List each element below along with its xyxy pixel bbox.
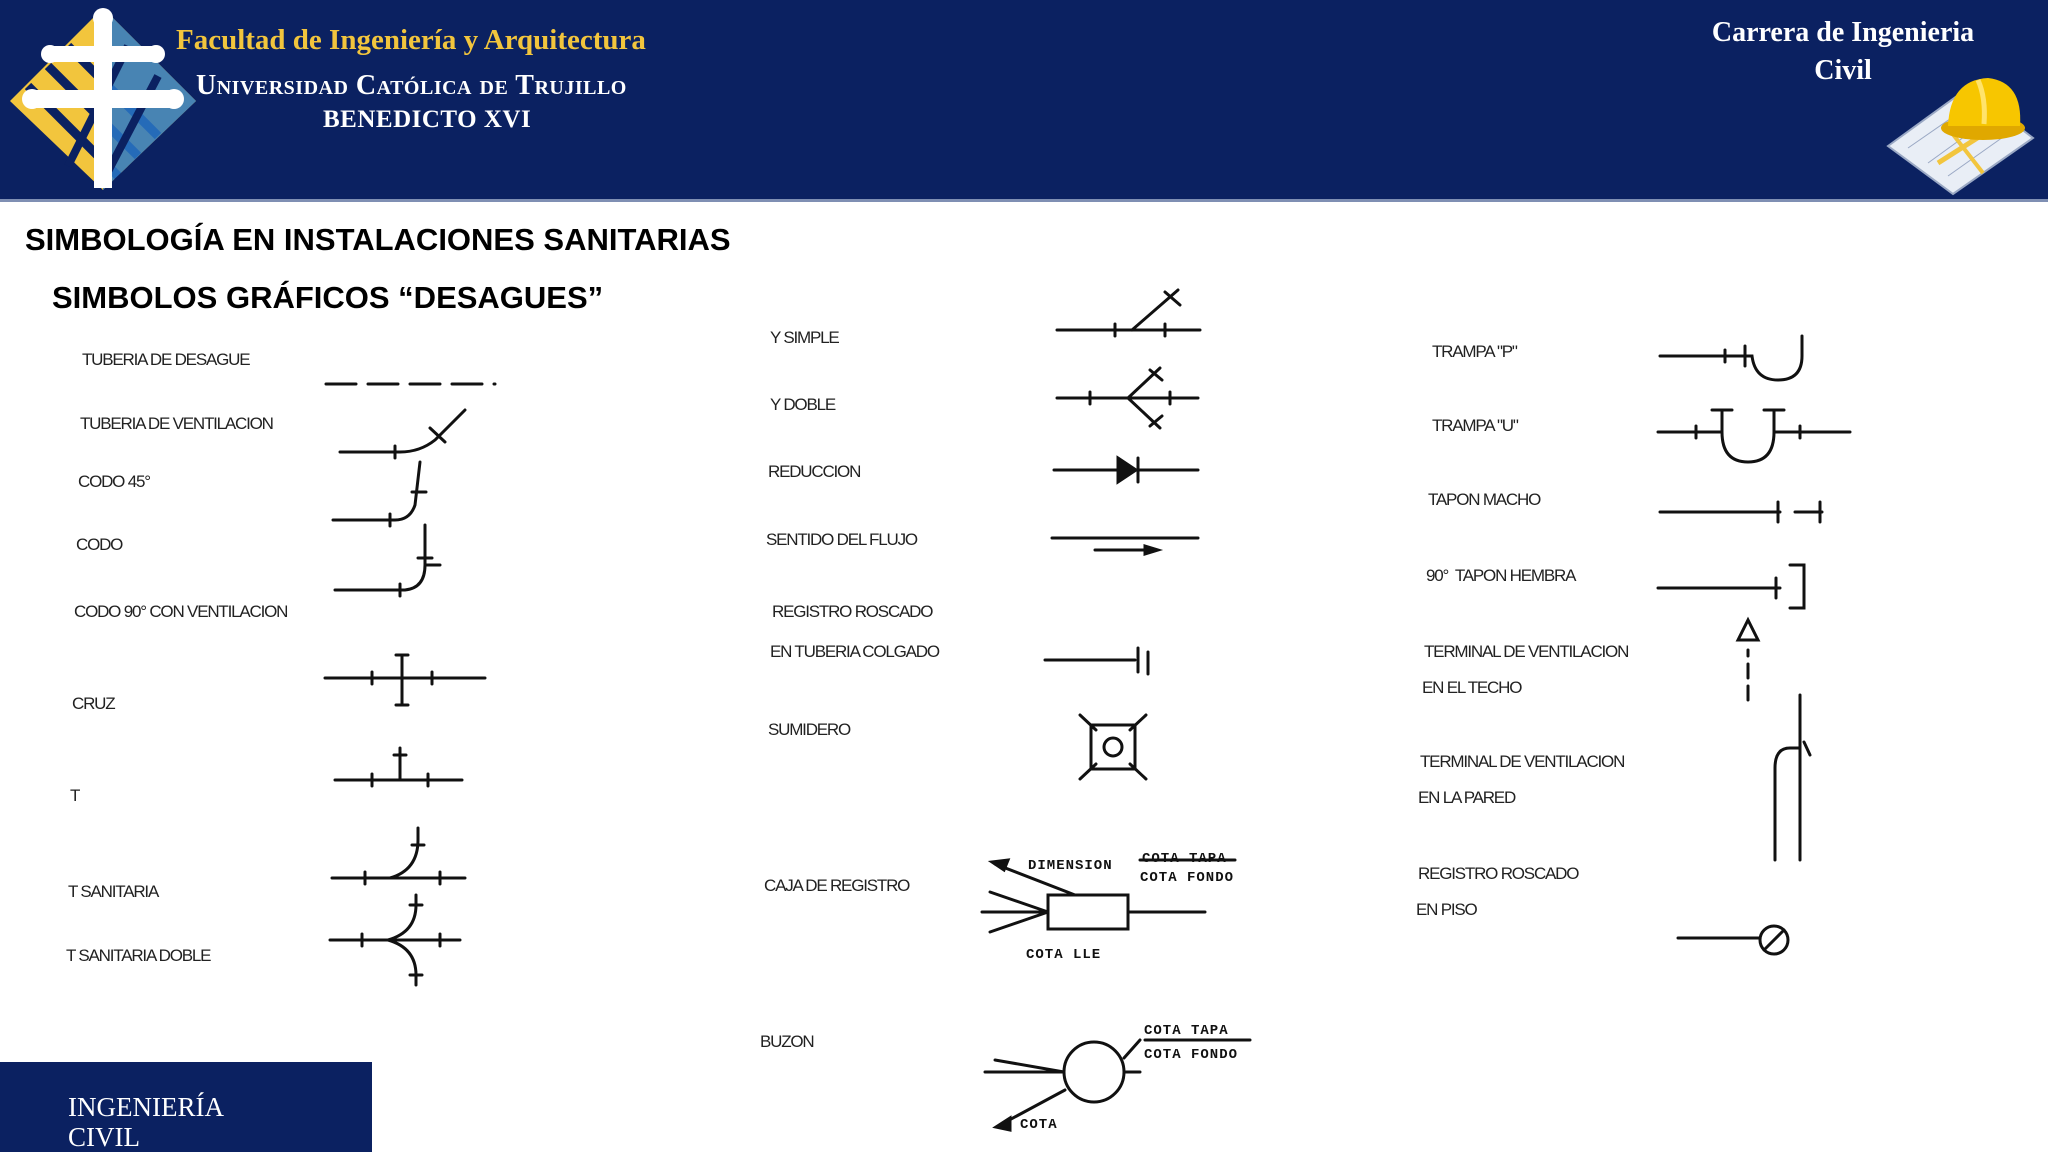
- caja-cota-tapa-label: COTA TAPA: [1142, 851, 1227, 867]
- university-name: Universidad Católica de Trujillo: [196, 70, 627, 101]
- label-reduccion: REDUCCION: [768, 462, 861, 481]
- label-trampa-u: TRAMPA "U": [1432, 416, 1518, 435]
- career-line-2: Civil: [1814, 55, 1872, 86]
- symbol-t-sanitaria-doble: [330, 895, 460, 985]
- symbol-sumidero: [1080, 715, 1146, 779]
- label-t: T: [70, 786, 80, 805]
- label-caja-registro: CAJA DE REGISTRO: [764, 876, 910, 895]
- label-buzon: BUZON: [760, 1032, 814, 1051]
- symbol-tapon-hembra: [1658, 565, 1804, 608]
- page-subtitle: SIMBOLOS GRÁFICOS “DESAGUES”: [52, 280, 604, 315]
- label-en-tuberia-colgado: EN TUBERIA COLGADO: [770, 642, 939, 661]
- label-terminal-techo-1: TERMINAL DE VENTILACION: [1424, 642, 1629, 661]
- label-tuberia-desague: TUBERIA DE DESAGUE: [82, 350, 250, 369]
- career-line-1: Carrera de Ingenieria: [1711, 17, 1975, 48]
- label-codo-90-ventilacion: CODO 90° CON VENTILACION: [74, 602, 288, 621]
- label-registro-piso-2: EN PISO: [1416, 900, 1477, 919]
- label-y-doble: Y DOBLE: [770, 395, 835, 414]
- label-terminal-pared-2: EN LA PARED: [1418, 788, 1516, 807]
- label-cruz: CRUZ: [72, 694, 115, 713]
- caja-cota-lle-label: COTA LLE: [1026, 947, 1102, 963]
- label-terminal-techo-2: EN EL TECHO: [1422, 678, 1522, 697]
- caja-cota-fondo-label: COTA FONDO: [1140, 870, 1235, 886]
- label-registro-piso-1: REGISTRO ROSCADO: [1418, 864, 1579, 883]
- label-codo-45: CODO 45°: [78, 472, 150, 491]
- symbol-reduccion: [1054, 458, 1198, 482]
- symbol-y-simple: [1057, 290, 1200, 336]
- symbol-trampa-u: [1658, 410, 1850, 462]
- caja-dimension-label: DIMENSION: [1028, 858, 1113, 874]
- buzon-cota-label: COTA: [1020, 1117, 1058, 1133]
- footer-label: [68, 1092, 288, 1152]
- symbol-sentido-flujo: [1052, 538, 1198, 554]
- label-trampa-p: TRAMPA "P": [1432, 342, 1517, 361]
- label-tapon-hembra: 90° TAPON HEMBRA: [1426, 566, 1576, 585]
- symbol-tuberia-ventilacion: [340, 410, 465, 458]
- buzon-cota-fondo-label: COTA FONDO: [1144, 1047, 1239, 1063]
- symbol-trampa-p: [1660, 336, 1802, 380]
- symbol-t: [335, 748, 462, 786]
- label-registro-roscado: REGISTRO ROSCADO: [772, 602, 933, 621]
- buzon-cota-tapa-label: COTA TAPA: [1144, 1023, 1229, 1039]
- footer-line-2: CIVIL: [68, 1122, 140, 1152]
- symbol-codo-45: [333, 462, 426, 526]
- symbol-cruz: [325, 655, 485, 705]
- footer-line-1: INGENIERÍA: [68, 1092, 224, 1122]
- label-t-sanitaria-doble: T SANITARIA DOBLE: [66, 946, 211, 965]
- symbol-terminal-techo: [1738, 620, 1758, 700]
- label-sumidero: SUMIDERO: [768, 720, 851, 739]
- label-terminal-pared-1: TERMINAL DE VENTILACION: [1420, 752, 1625, 771]
- symbol-y-doble: [1057, 368, 1198, 428]
- symbol-codo: [335, 525, 440, 596]
- label-t-sanitaria: T SANITARIA: [68, 882, 159, 901]
- label-sentido-flujo: SENTIDO DEL FLUJO: [766, 530, 917, 549]
- symbol-registro-colgado: [1045, 648, 1148, 674]
- label-tapon-macho: TAPON MACHO: [1428, 490, 1541, 509]
- label-codo: CODO: [76, 535, 123, 554]
- faculty-name: Facultad de Ingeniería y Arquitectura: [176, 24, 646, 56]
- label-tuberia-ventilacion: TUBERIA DE VENTILACION: [80, 414, 273, 433]
- symbol-t-sanitaria: [332, 828, 465, 884]
- page-title: SIMBOLOGÍA EN INSTALACIONES SANITARIAS: [25, 222, 731, 257]
- symbol-tapon-macho: [1660, 502, 1822, 522]
- symbol-registro-piso: [1678, 926, 1788, 954]
- label-y-simple: Y SIMPLE: [770, 328, 839, 347]
- university-subtitle: BENEDICTO XVI: [323, 106, 532, 133]
- symbol-terminal-pared: [1775, 695, 1810, 860]
